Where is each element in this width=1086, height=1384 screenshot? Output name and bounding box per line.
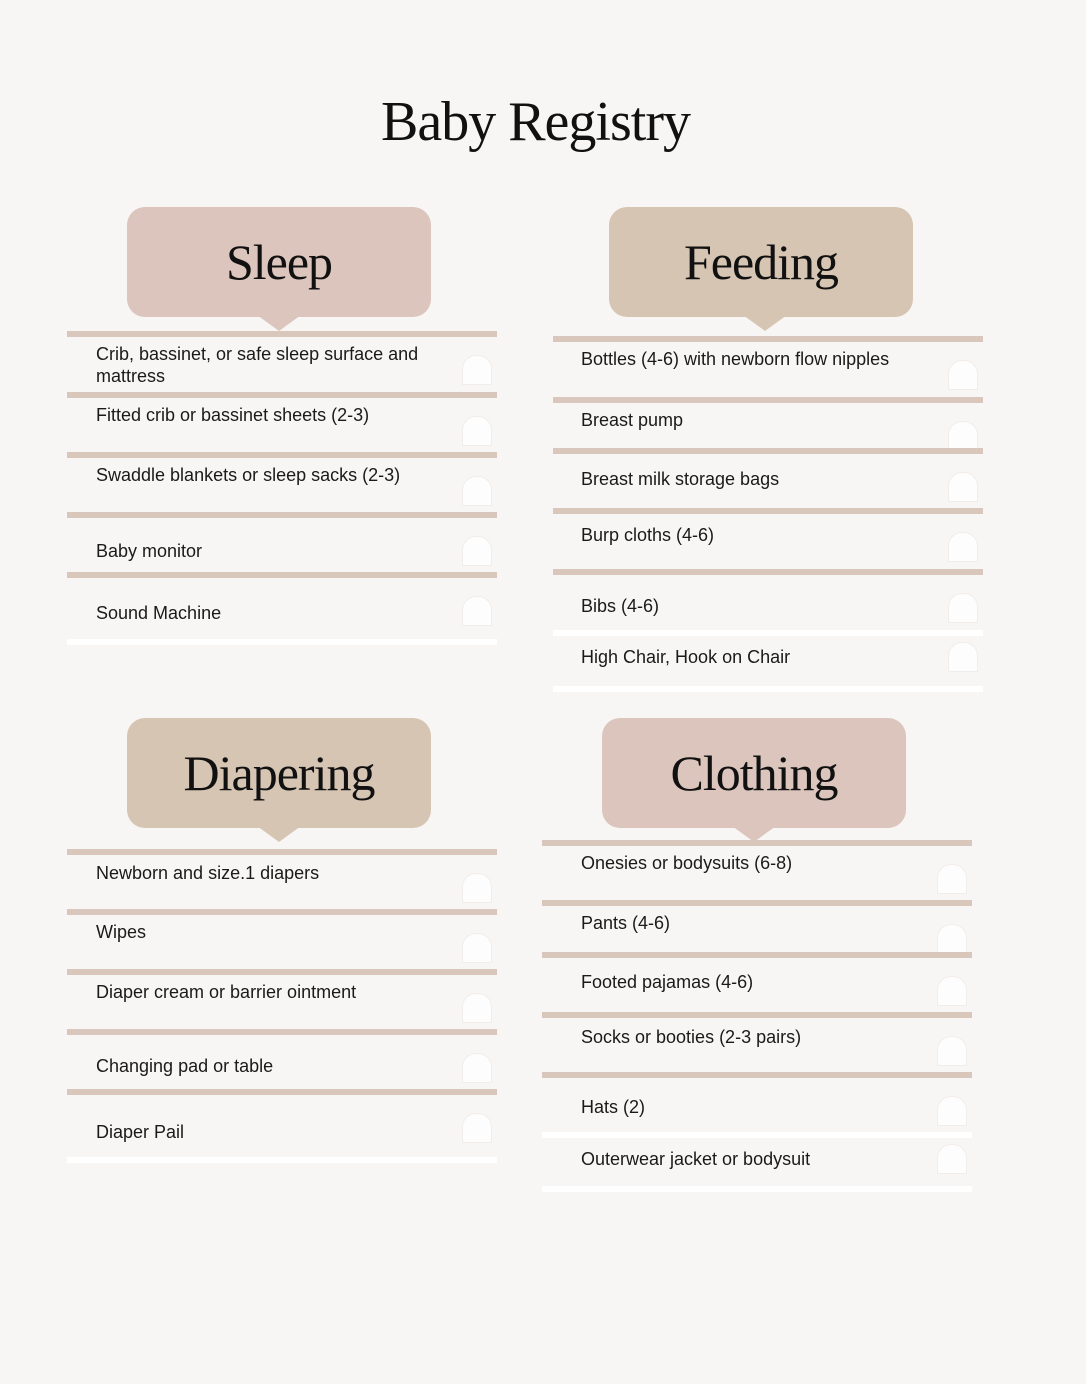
- item-label: Bottles (4-6) with newborn flow nipples: [581, 349, 890, 369]
- item-label: Diaper Pail: [96, 1122, 185, 1142]
- list-item[interactable]: [67, 909, 497, 969]
- list-item[interactable]: [67, 969, 497, 1029]
- checkbox-icon[interactable]: [462, 993, 492, 1023]
- list-item[interactable]: [553, 630, 983, 686]
- list-item[interactable]: [67, 512, 497, 572]
- checkbox-icon[interactable]: [462, 1113, 492, 1143]
- item-label: Hats (2): [581, 1097, 646, 1117]
- page-title: Baby Registry: [381, 91, 690, 153]
- item-label: Onesies or bodysuits (6-8): [581, 853, 793, 873]
- list-item[interactable]: [542, 952, 972, 1012]
- checkbox-icon[interactable]: [462, 1053, 492, 1083]
- list-item[interactable]: [542, 1132, 972, 1186]
- checkbox-icon[interactable]: [462, 873, 492, 903]
- item-list: [542, 840, 972, 1192]
- item-label: Changing pad or table: [96, 1056, 274, 1076]
- list-item[interactable]: [67, 1089, 497, 1157]
- section-heading: Clothing: [670, 745, 838, 801]
- list-end-divider: [67, 639, 497, 645]
- checkbox-icon[interactable]: [937, 864, 967, 894]
- checkbox-icon[interactable]: [462, 596, 492, 626]
- section-heading: Feeding: [683, 234, 839, 290]
- section-header-clothing: [602, 718, 906, 828]
- list-item[interactable]: [67, 849, 497, 909]
- item-label: Crib, bassinet, or safe sleep surface and mattress: [96, 344, 419, 386]
- item-label: Diaper cream or barrier ointment: [96, 982, 357, 1002]
- list-end-divider: [67, 1157, 497, 1163]
- checkbox-icon[interactable]: [948, 642, 978, 672]
- item-label: Footed pajamas (4-6): [581, 972, 754, 992]
- list-item[interactable]: [67, 1029, 497, 1089]
- callout-pointer: [743, 315, 787, 331]
- checkbox-icon[interactable]: [937, 976, 967, 1006]
- list-item[interactable]: [542, 840, 972, 900]
- list-item[interactable]: [542, 1012, 972, 1072]
- list-item[interactable]: [542, 1072, 972, 1132]
- checkbox-icon[interactable]: [948, 593, 978, 623]
- checkbox-icon[interactable]: [462, 933, 492, 963]
- item-list: [553, 336, 983, 692]
- list-item[interactable]: [553, 397, 983, 448]
- callout-pointer: [257, 315, 301, 331]
- list-item[interactable]: [542, 900, 972, 952]
- list-item[interactable]: [553, 508, 983, 569]
- checkbox-icon[interactable]: [462, 416, 492, 446]
- section-header-feeding: [609, 207, 913, 317]
- checkbox-icon[interactable]: [937, 1144, 967, 1174]
- list-item[interactable]: [67, 572, 497, 639]
- item-label: Bibs (4-6): [581, 596, 660, 616]
- item-label: Baby monitor: [96, 541, 203, 561]
- item-label: Burp cloths (4-6): [581, 525, 715, 545]
- list-item[interactable]: [67, 392, 497, 452]
- item-label: Sound Machine: [96, 603, 222, 623]
- list-item[interactable]: [67, 331, 497, 392]
- list-end-divider: [553, 686, 983, 692]
- item-label: Fitted crib or bassinet sheets (2-3): [96, 405, 370, 425]
- checkbox-icon[interactable]: [462, 355, 492, 385]
- checkbox-icon[interactable]: [948, 472, 978, 502]
- item-label: Breast milk storage bags: [581, 469, 780, 489]
- item-label: Socks or booties (2-3 pairs): [581, 1027, 802, 1047]
- list-item[interactable]: [553, 336, 983, 397]
- item-label: Pants (4-6): [581, 913, 671, 933]
- section-header-sleep: [127, 207, 431, 317]
- section-header-diapering: [127, 718, 431, 828]
- checkbox-icon[interactable]: [948, 421, 978, 451]
- checkbox-icon[interactable]: [462, 476, 492, 506]
- item-label: Wipes: [96, 922, 147, 942]
- list-item[interactable]: [553, 569, 983, 630]
- checkbox-icon[interactable]: [948, 360, 978, 390]
- checkbox-icon[interactable]: [937, 1036, 967, 1066]
- item-label: High Chair, Hook on Chair: [581, 647, 791, 667]
- checkbox-icon[interactable]: [937, 924, 967, 954]
- section-heading: Diapering: [183, 745, 375, 801]
- item-list: [67, 331, 497, 645]
- list-item[interactable]: [553, 448, 983, 508]
- callout-pointer: [257, 826, 301, 842]
- item-label: Breast pump: [581, 410, 684, 430]
- item-label: Swaddle blankets or sleep sacks (2-3): [96, 465, 401, 485]
- item-list: [67, 849, 497, 1163]
- list-item[interactable]: [67, 452, 497, 512]
- item-label: Outerwear jacket or bodysuit: [581, 1149, 811, 1169]
- item-label: Newborn and size.1 diapers: [96, 863, 320, 883]
- checkbox-icon[interactable]: [948, 532, 978, 562]
- checkbox-icon[interactable]: [462, 536, 492, 566]
- checkbox-icon[interactable]: [937, 1096, 967, 1126]
- list-end-divider: [542, 1186, 972, 1192]
- section-heading: Sleep: [225, 234, 333, 290]
